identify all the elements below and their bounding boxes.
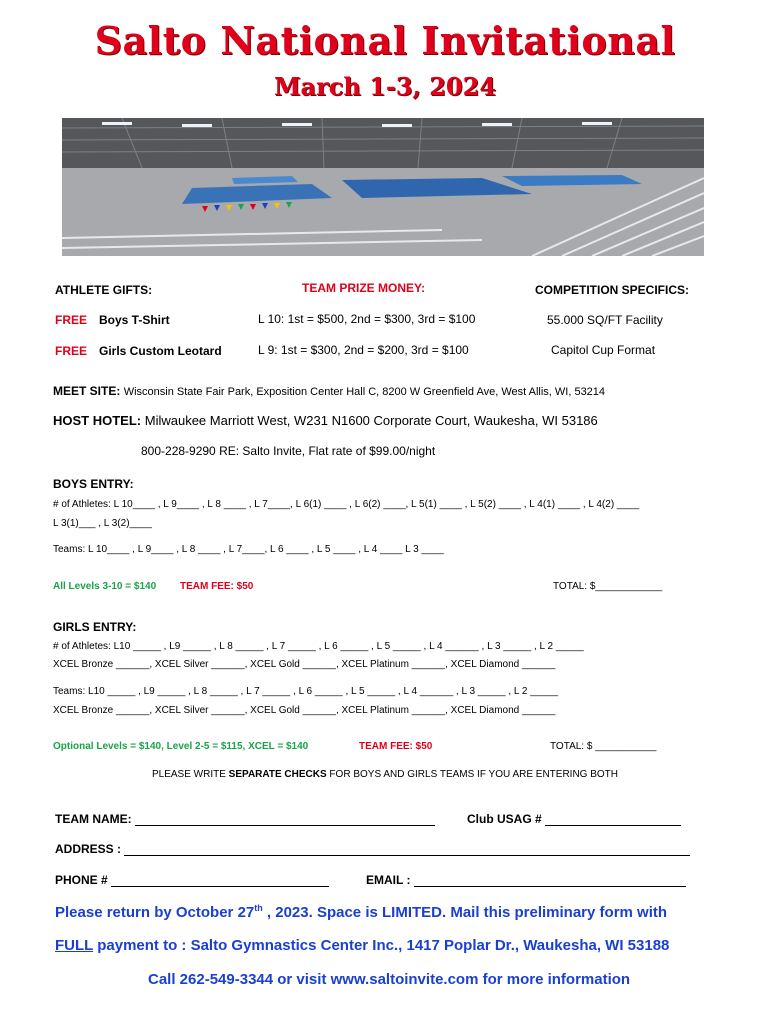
prize-level-9: L 9: 1st = $300, 2nd = $200, 3rd = $100 bbox=[258, 343, 469, 357]
venue-photo-graphic bbox=[62, 118, 704, 256]
note-emphasis: SEPARATE CHECKS bbox=[228, 769, 327, 780]
deadline-suffix: th bbox=[254, 903, 263, 913]
email-field[interactable] bbox=[366, 873, 686, 887]
boys-team-fee: TEAM FEE: $50 bbox=[180, 581, 254, 592]
boys-athletes-label: # of Athletes: bbox=[53, 499, 111, 510]
separate-checks-note bbox=[0, 769, 770, 780]
deadline-text: Please return by October 27 bbox=[55, 904, 255, 921]
club-usag-field[interactable] bbox=[467, 812, 681, 826]
note-text: FOR BOYS AND GIRLS TEAMS IF YOU ARE ENTERING BOTH bbox=[326, 769, 619, 780]
girls-athletes-label: # of Athletes: bbox=[53, 641, 111, 652]
team-prize-heading: TEAM PRIZE MONEY: bbox=[302, 281, 426, 295]
athlete-gifts-heading: ATHLETE GIFTS: bbox=[55, 283, 153, 297]
meet-site-value: Wisconsin State Fair Park, Exposition Center Hall C, 8200 W Greenfield Ave, West Allis, WI, 53214 bbox=[123, 386, 606, 398]
team-name-input[interactable] bbox=[135, 812, 435, 826]
payment-address-text: payment to : Salto Gymnastics Center Inc., 1417 Poplar Dr., Waukesha, WI 53188 bbox=[93, 937, 670, 954]
girls-teams-levels: L10 _____ , L9 _____ , L 8 _____ , L 7 _____ , L 6 _____ , L 5 _____ , L 4 ______ , L 3 _____ , L 2 _____ bbox=[88, 686, 559, 697]
girls-teams-line bbox=[53, 686, 558, 697]
address-input[interactable] bbox=[124, 842, 690, 856]
host-hotel bbox=[53, 413, 598, 428]
deadline-text-rest: , 2023. Space is LIMITED. Mail this preliminary form with bbox=[262, 904, 668, 921]
meet-site-label: MEET SITE: bbox=[53, 384, 121, 398]
boys-total: TOTAL: $____________ bbox=[553, 581, 663, 592]
spec-format: Capitol Cup Format bbox=[551, 343, 656, 357]
full-emphasis: FULL bbox=[55, 937, 94, 954]
club-usag-label: Club USAG # bbox=[467, 812, 542, 826]
girls-athletes-line bbox=[53, 641, 584, 652]
boys-athletes-line bbox=[53, 499, 639, 510]
meet-site bbox=[53, 384, 605, 398]
return-deadline bbox=[55, 903, 667, 921]
address-field[interactable] bbox=[55, 842, 690, 856]
team-name-field[interactable] bbox=[55, 812, 435, 826]
gift-tag: FREE bbox=[55, 313, 88, 327]
prize-level-10: L 10: 1st = $500, 2nd = $300, 3rd = $100 bbox=[258, 312, 476, 326]
girls-fee-levels: Optional Levels = $140, Level 2-5 = $115, XCEL = $140 bbox=[53, 741, 309, 752]
spec-facility: 55.000 SQ/FT Facility bbox=[547, 313, 663, 327]
gift-label: Girls Custom Leotard bbox=[99, 344, 222, 358]
boys-teams-levels: L 10____ , L 9____ , L 8 ____ , L 7____, L 6 ____ , L 5 ____ , L 4 ____ L 3 ____ bbox=[88, 544, 444, 555]
boys-athletes-levels: L 10____ , L 9____ , L 8 ____ , L 7____, L 6(1) ____ , L 6(2) ____, L 5(1) ____ , L 5(2) ____ , L 4(1) ____ , L 4(2) ____ bbox=[113, 499, 640, 510]
note-text: PLEASE WRITE bbox=[151, 769, 229, 780]
gift-label: Boys T-Shirt bbox=[99, 313, 170, 327]
boys-teams-label: Teams: bbox=[53, 544, 86, 555]
boys-fee-levels: All Levels 3-10 = $140 bbox=[53, 581, 157, 592]
club-usag-input[interactable] bbox=[545, 812, 681, 826]
phone-label: PHONE # bbox=[55, 873, 108, 887]
phone-input[interactable] bbox=[111, 873, 329, 887]
girls-team-fee: TEAM FEE: $50 bbox=[359, 741, 433, 752]
event-dates: March 1-3, 2024 bbox=[273, 72, 497, 101]
girls-teams-label: Teams: bbox=[53, 686, 86, 697]
girls-teams-xcel: XCEL Bronze ______, XCEL Silver ______, XCEL Gold ______, XCEL Platinum ______, XCEL Diamond ______ bbox=[53, 705, 556, 716]
address-label: ADDRESS : bbox=[55, 842, 122, 856]
payment-address bbox=[55, 937, 669, 954]
girls-athletes-levels: L10 _____ , L9 _____ , L 8 _____ , L 7 _____ , L 6 _____ , L 5 _____ , L 4 ______ , L 3 _____ , L 2 _____ bbox=[113, 641, 584, 652]
girls-total: TOTAL: $ ___________ bbox=[550, 741, 657, 752]
venue-photo bbox=[62, 118, 704, 256]
page-title: Salto National Invitational bbox=[94, 18, 676, 63]
boys-teams-line bbox=[53, 544, 444, 555]
competition-specifics-heading: COMPETITION SPECIFICS: bbox=[535, 283, 690, 297]
team-name-label: TEAM NAME: bbox=[55, 812, 132, 826]
phone-field[interactable] bbox=[55, 873, 329, 887]
girls-athletes-xcel: XCEL Bronze ______, XCEL Silver ______, XCEL Gold ______, XCEL Platinum ______, XCEL Diamond ______ bbox=[53, 659, 556, 670]
host-hotel-value: Milwaukee Marriott West, W231 N1600 Corporate Court, Waukesha, WI 53186 bbox=[144, 413, 598, 428]
boys-entry-heading: BOYS ENTRY: bbox=[53, 477, 134, 491]
email-input[interactable] bbox=[414, 873, 686, 887]
hotel-phone: 800-228-9290 RE: Salto Invite, Flat rate of $99.00/night bbox=[141, 444, 436, 458]
boys-athletes-line-2: L 3(1)___ , L 3(2)____ bbox=[53, 518, 152, 529]
contact-info: Call 262-549-3344 or visit www.saltoinvite.com for more information bbox=[148, 971, 631, 988]
gift-tag: FREE bbox=[55, 344, 88, 358]
girls-entry-heading: GIRLS ENTRY: bbox=[53, 620, 137, 634]
host-hotel-label: HOST HOTEL: bbox=[53, 413, 142, 428]
email-label: EMAIL : bbox=[366, 873, 411, 887]
